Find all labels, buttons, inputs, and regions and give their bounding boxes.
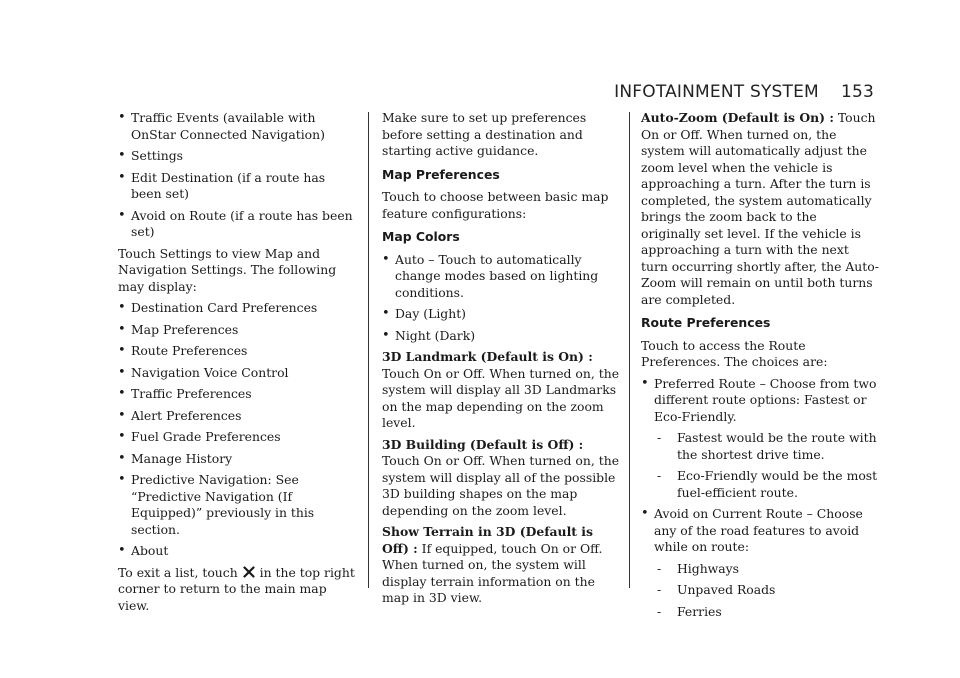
sub-list-item: - Unpaved Roads [653,582,879,599]
column-2 [382,110,622,612]
paragraph: Touch Settings to view Map and Navigation Settings. The following may display: [118,245,337,294]
section-heading: Route Preferences [641,315,771,330]
list-item: • Settings [118,148,358,165]
setting-term: 3D Landmark (Default is On) : [382,349,593,364]
list-item: • Fuel Grade Preferences [118,429,358,446]
column-divider [368,112,369,588]
list-item: • Night (Dark) [382,328,622,345]
list-item: • About [118,543,358,560]
list-item: • Avoid on Route (if a route has been set) [118,208,358,241]
setting-term: 3D Building (Default is Off) : [382,436,584,452]
column-3 [641,110,879,625]
list-item: • Predictive Navigation: See “Predictive Navigation (If Equipped)” previously in this section. [118,472,358,538]
list-item: • Avoid on Current Route – Choose any of the road features to avoid while on route: [641,506,879,556]
column-divider [629,112,630,588]
paragraph: Make sure to set up preferences before setting a destination and starting active guidance. [382,110,587,158]
section-heading: Map Colors [382,229,460,244]
setting-term: Show Terrain in 3D (Default is Off) : [382,524,593,556]
sub-list-item: - Highways [653,561,879,578]
setting-term: Auto-Zoom (Default is On) : [641,110,834,125]
list-item: • Navigation Voice Control [118,365,358,382]
list-item: • Manage History [118,451,358,468]
page-number: 153 [840,82,874,102]
list-item: • Preferred Route – Choose from two different route options: Fastest or Eco-Friendly. [641,376,879,426]
paragraph: Touch to access the Route Preferences. The choices are: [641,337,828,369]
list-item: • Auto – Touch to automatically change modes based on lighting conditions. [382,252,622,302]
setting-description: Auto-Zoom (Default is On) : Touch On or Off. When turned on, the system will automatically adjust the zoom level when the vehicle is approaching a turn. After the turn is completed, the system automatically brings the zoom back to the originally set level. If the vehicle is approaching a turn with the next turn occurring shortly after, the Auto-Zoom will remain on until both turns are completed. [641,110,879,307]
section-heading: Map Preferences [382,166,500,182]
list-item: • Destination Card Preferences [118,300,358,317]
close-icon [243,566,255,578]
list-item: • Traffic Events (available with OnStar Connected Navigation) [118,110,358,143]
exit-instructions: To exit a list, touch in the top right corner to return to the main map view. [118,564,355,613]
sub-list-item: - Ferries [653,604,879,621]
setting-description: Show Terrain in 3D (Default is Off) : If equipped, touch On or Off. When turned on, the system will display terrain information on the map in 3D view. [382,524,603,605]
sub-list-item: - Fastest would be the route with the shortest drive time. [653,430,879,463]
list-item: • Day (Light) [382,306,622,323]
setting-description: 3D Building (Default is Off) : Touch On or Off. When turned on, the system will display all of the possible 3D building shapes on the map depending on the zoom level. [382,436,620,518]
column-1 [118,110,358,619]
page-header [614,82,874,102]
setting-description: 3D Landmark (Default is On) : Touch On or Off. When turned on, the system will display all 3D Landmarks on the map depending on the zoom level. [382,349,620,430]
list-item: • Edit Destination (if a route has been set) [118,170,358,203]
section-title: INFOTAINMENT SYSTEM [614,82,819,102]
sub-list-item: - Eco-Friendly would be the most fuel-efficient route. [653,468,879,501]
list-item: • Alert Preferences [118,408,358,425]
paragraph: Touch to choose between basic map feature configurations: [382,189,609,221]
list-item: • Traffic Preferences [118,386,358,403]
list-item: • Route Preferences [118,343,358,360]
list-item: • Map Preferences [118,322,358,339]
